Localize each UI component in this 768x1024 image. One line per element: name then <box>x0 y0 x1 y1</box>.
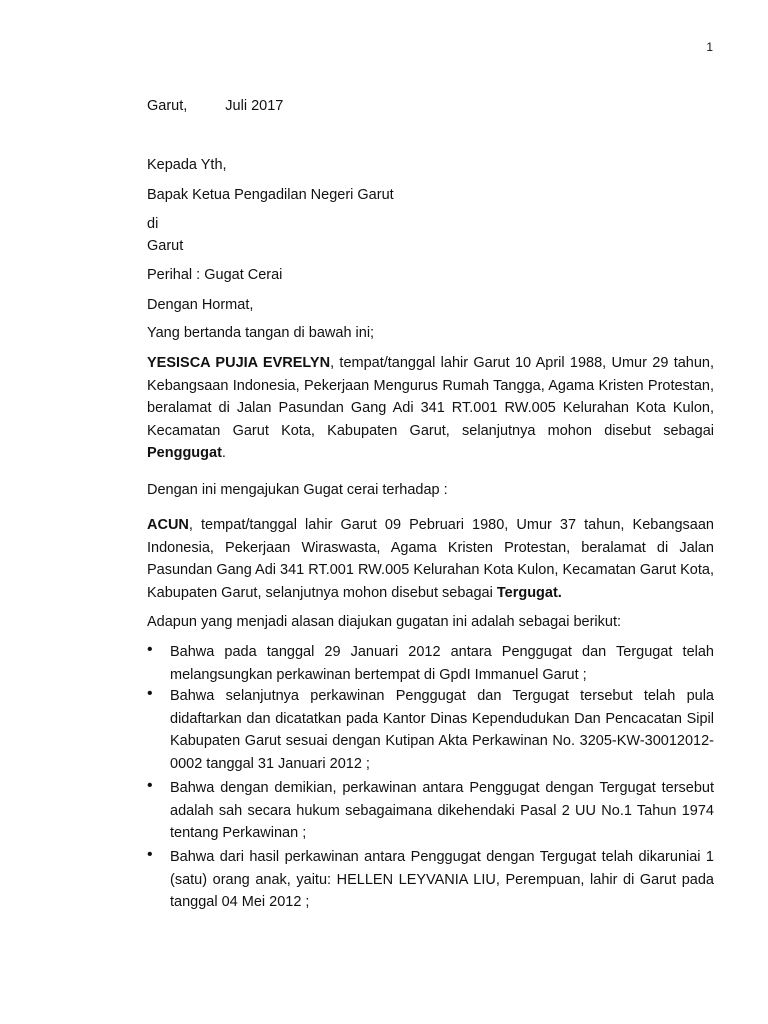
plaintiff-role: Penggugat <box>147 445 222 461</box>
bullet-marker: • <box>147 685 153 702</box>
reasons-intro: Adapun yang menjadi alasan diajukan gugatan ini adalah sebagai berikut: <box>147 614 622 630</box>
reason-item: Bahwa selanjutnya perkawinan Penggugat dan Tergugat tersebut telah pula didaftarkan dan dicatatkan pada Kantor Dinas Kependudukan Dan Pencacatan Sipil Kabupaten Garut sesuai dengan Kutipan Akta Perkawinan No. 3205-KW-30012012-0002 tanggal 31 Januari 2012 ; <box>170 688 714 772</box>
defendant-role: Tergugat. <box>496 584 562 601</box>
date: Juli 2017 <box>225 98 284 114</box>
defendant-name: ACUN <box>147 517 189 533</box>
defendant-details: , tempat/tanggal lahir Garut 09 Pebruari 1980, Umur 37 tahun, Kebangsaan Indonesia, Pekerjaan Wiraswasta, Agama Kristen Protestan, beralamat di Jalan Pasundan Gang Adi 341 RT.001 RW.005 Kelurahan Kota Kulon, Kecamatan Garut Kota, Kabupaten Garut, selanjutnya mohon disebut sebagai <box>147 517 714 601</box>
place: Garut, <box>147 98 188 114</box>
recipient-salutation: Kepada Yth, <box>147 157 227 173</box>
page-number: 1 <box>706 40 713 54</box>
recipient-city: Garut <box>147 238 184 254</box>
intro-line: Yang bertanda tangan di bawah ini; <box>147 325 375 341</box>
plaintiff-name: YESISCA PUJIA EVRELYN <box>147 355 331 371</box>
recipient-name: Bapak Ketua Pengadilan Negeri Garut <box>147 187 394 203</box>
defendant-paragraph <box>147 514 714 604</box>
bullet-marker: • <box>147 641 153 658</box>
reason-item: Bahwa dari hasil perkawinan antara Penggugat dengan Tergugat telah dikaruniai 1 (satu) orang anak, yaitu: HELLEN LEYVANIA LIU, Perempuan, lahir di Garut pada tanggal 04 Mei 2012 ; <box>170 849 714 910</box>
greeting: Dengan Hormat, <box>147 297 254 313</box>
plaintiff-details: , tempat/tanggal lahir Garut 10 April 1988, Umur 29 tahun, Kebangsaan Indonesia, Pekerjaan Mengurus Rumah Tangga, Agama Kristen Protestan, beralamat di Jalan Pasundan Gang Adi 341 RT.001 RW.005 Kelurahan Kota Kulon, Kecamatan Garut Kota, Kabupaten Garut, selanjutnya mohon disebut sebagai <box>147 355 715 439</box>
plaintiff-end: . <box>221 445 226 461</box>
filing-statement: Dengan ini mengajukan Gugat cerai terhadap : <box>147 482 448 498</box>
place-date-line <box>147 98 283 114</box>
subject-line: Perihal : Gugat Cerai <box>147 267 283 283</box>
plaintiff-paragraph <box>147 352 714 465</box>
bullet-marker: • <box>147 777 153 794</box>
bullet-marker: • <box>147 846 153 863</box>
recipient-di: di <box>147 216 159 232</box>
reason-item: Bahwa dengan demikian, perkawinan antara Penggugat dengan Tergugat tersebut adalah sah secara hukum sebagaimana dikehendaki Pasal 2 UU No.1 Tahun 1974 tentang Perkawinan ; <box>170 780 714 841</box>
reason-item: Bahwa pada tanggal 29 Januari 2012 antara Penggugat dan Tergugat telah melangsungkan perkawinan bertempat di GpdI Immanuel Garut ; <box>170 644 714 683</box>
